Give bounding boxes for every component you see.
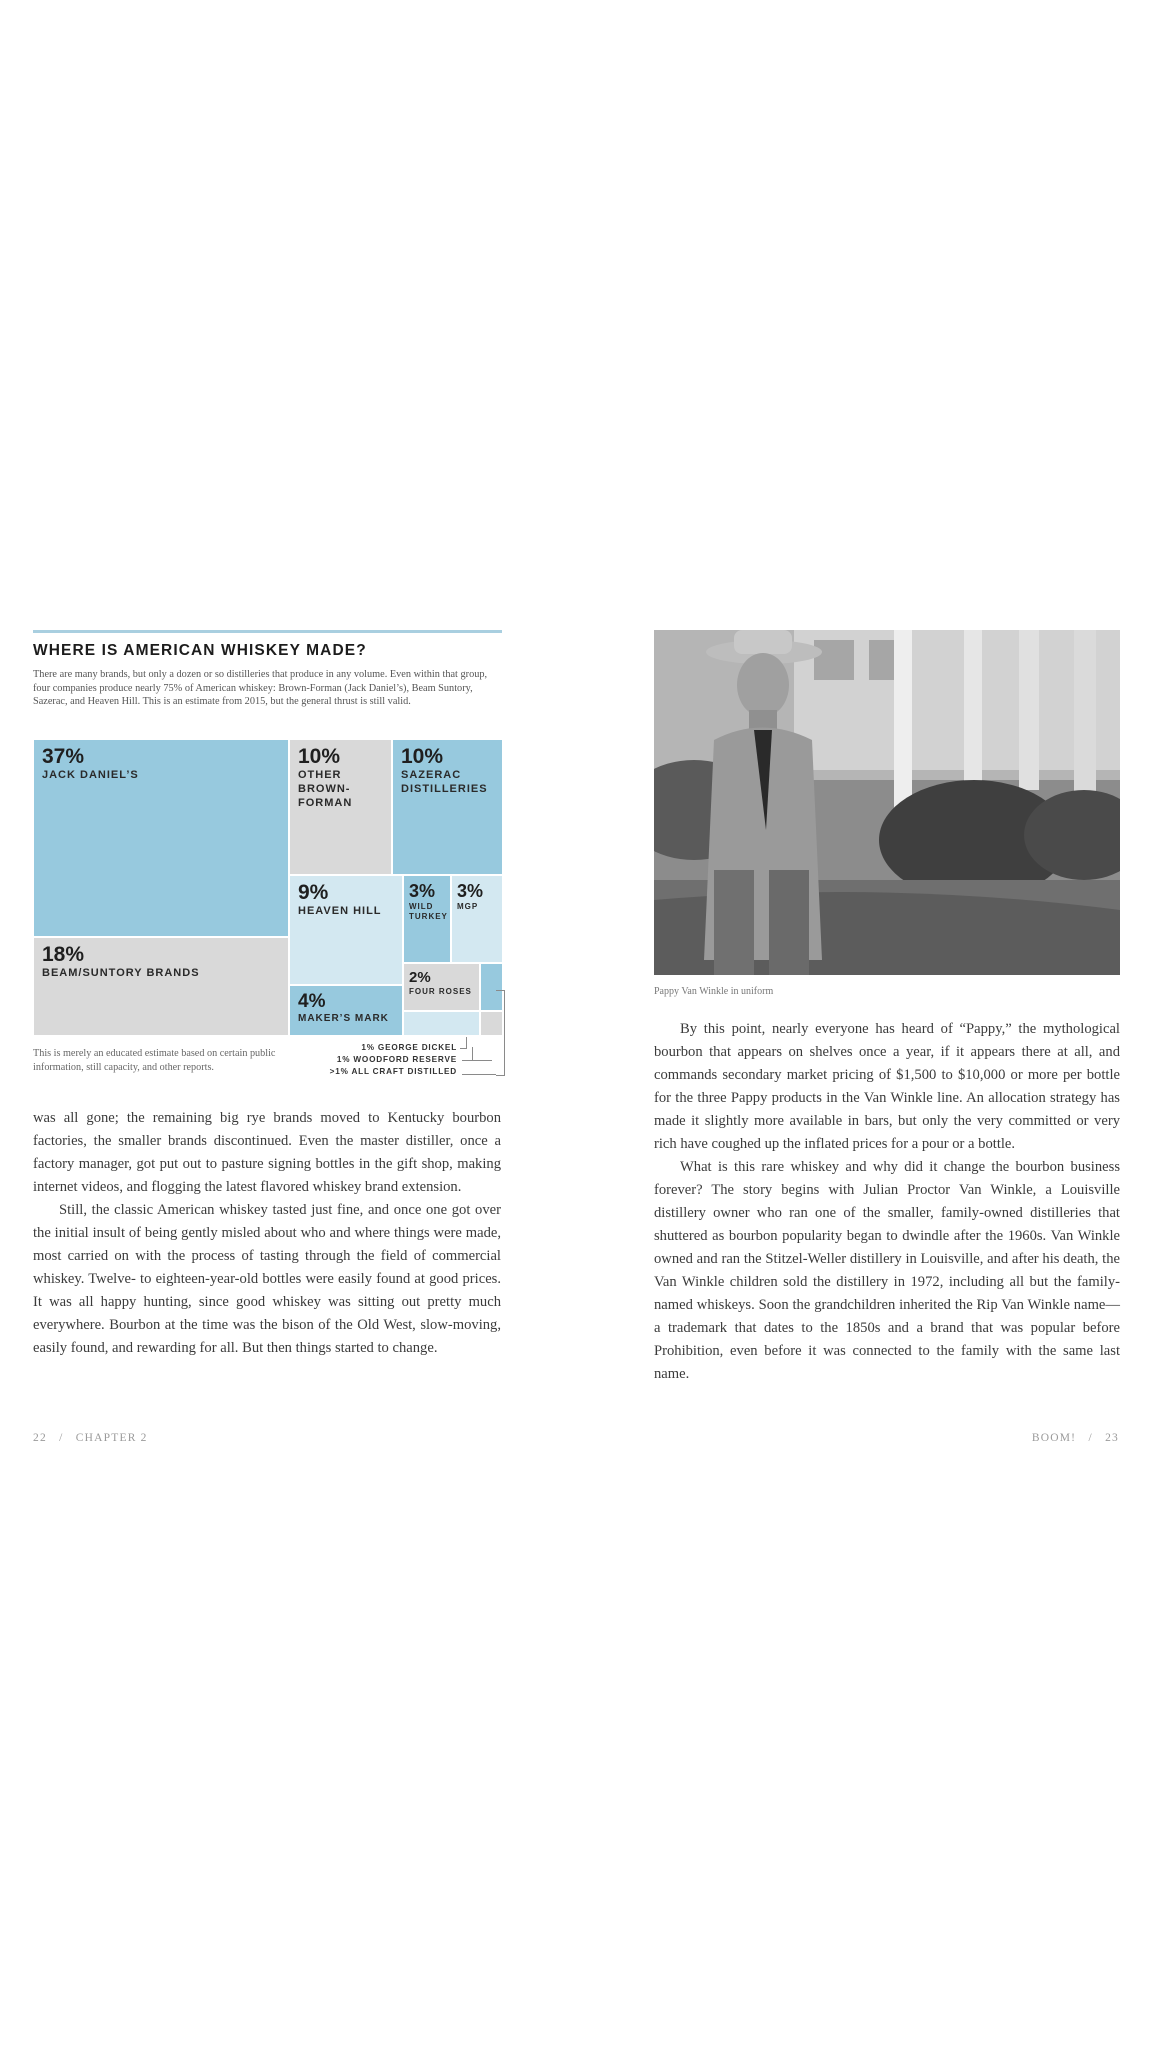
leader-line [466, 1047, 473, 1061]
chart-title: WHERE IS AMERICAN WHISKEY MADE? [33, 642, 367, 659]
cell-percent: 3% [457, 881, 484, 901]
chart-top-rule [33, 630, 502, 633]
cell-label: BEAM/SUNTORY BRANDS [42, 967, 200, 979]
treemap-small-cell [403, 1011, 480, 1036]
treemap-cell [403, 875, 451, 963]
cell-percent: 2% [409, 969, 431, 986]
treemap-cell [289, 875, 403, 985]
page-number: 23 [1105, 1432, 1119, 1444]
cell-percent: 3% [409, 881, 436, 901]
right-folio [1032, 1432, 1119, 1444]
photo-caption: Pappy Van Winkle in uniform [654, 986, 774, 997]
small-cell-label: >1% ALL CRAFT DISTILLED [329, 1067, 457, 1076]
cell-label: SAZERAC DISTILLERIES [401, 769, 488, 795]
leader-line [462, 1060, 492, 1061]
treemap-cell [403, 963, 480, 1011]
folio-separator: / [1088, 1432, 1093, 1444]
cell-label: MGP [457, 902, 479, 911]
chapter-label: BOOM! [1031, 1432, 1077, 1444]
cell-label: HEAVEN HILL [298, 905, 382, 917]
cell-percent: 9% [298, 881, 329, 904]
treemap-cell [289, 739, 392, 875]
treemap-cell [33, 739, 289, 937]
treemap-cell [289, 985, 403, 1036]
left-folio [33, 1432, 148, 1444]
chart-note: This is merely an educated estimate based on certain public information, still capacity, and other reports. [33, 1048, 276, 1073]
small-cell-label: 1% WOODFORD RESERVE [336, 1055, 457, 1064]
cell-percent: 4% [298, 991, 326, 1012]
cell-percent: 18% [42, 943, 85, 966]
body-paragraph: was all gone; the remaining big rye brands moved to Kentucky bourbon factories, the smaller brands discontinued. Even the master distiller, once a factory manager, got put out to pasture signing bottles in the gift shop, making internet videos, and flogging the latest flavored whiskey brand extension. [33, 1110, 501, 1195]
leader-line [496, 990, 505, 1076]
cell-percent: 37% [42, 745, 85, 768]
treemap-cell [451, 875, 503, 963]
cell-label: JACK DANIEL’S [42, 769, 139, 781]
cell-label: OTHER BROWN- FORMAN [298, 769, 353, 809]
body-paragraph: What is this rare whiskey and why did it change the bourbon business forever? The story begins with Julian Proctor Van Winkle, a Louisville distillery owner who ran one of the smaller, family-owned distilleries that shuttered as bourbon popularity began to dwindle after the 1960s. Van Winkle owned and ran the Stitzel-Weller distillery in Louisville, and after his death, the Van Winkle children sold the distillery in 1972, including all but the family-named whiskeys. Soon the grandchildren inherited the Rip Van Winkle name—a trademark that dates to the 1850s and a brand that was popular before Prohibition, even before it was connected to the family with the same last name. [654, 1159, 1120, 1382]
treemap-cell [392, 739, 503, 875]
folio-separator: / [59, 1432, 64, 1444]
cell-percent: 10% [401, 745, 444, 768]
right-body-text [654, 1018, 1120, 1386]
chart-intro: There are many brands, but only a dozen or so distilleries that produce in any volume. Even within that group, four companies produce nearly 75% of American whiskey: Brown-Forman (Jack Daniel’s), Beam Suntory, Sazerac, and Heaven Hill. This is an estimate from 2015, but the general thrust is still valid. [33, 669, 488, 707]
chapter-label: CHAPTER 2 [75, 1432, 148, 1444]
photo-illustration [654, 630, 1120, 975]
treemap-chart [33, 739, 503, 1036]
small-cell-label: 1% GEORGE DICKEL [361, 1043, 457, 1052]
body-paragraph: By this point, nearly everyone has heard of “Pappy,” the mythological bourbon that appears on shelves once a year, if it appears there at all, and commands secondary market pricing of $1,500 to $10,000 or more per bottle for the three Pappy products in the Van Winkle line. An allocation strategy has made it slightly more available in bars, but only the very committed or very rich have coughed up the inflated prices for a pour or a bottle. [654, 1021, 1120, 1152]
page-number: 22 [33, 1432, 47, 1444]
body-paragraph: Still, the classic American whiskey tasted just fine, and once one got over the initial insult of being gently misled about who and where things were made, most carried on with the process of tasting through the field of commercial whiskey. Twelve- to eighteen-year-old bottles were easily found at good prices. It was all happy hunting, since good whiskey was sitting out pretty much everywhere. Bourbon at the time was the bison of the Old West, slow-moving, easily found, and rewarding for all. But then things started to change. [33, 1202, 501, 1356]
cell-percent: 10% [298, 745, 341, 768]
treemap-cell [33, 937, 289, 1036]
cell-label: FOUR ROSES [409, 987, 472, 996]
cell-label: WILD TURKEY [409, 902, 448, 921]
leader-line [462, 1074, 496, 1075]
left-body-text [33, 1107, 501, 1360]
portrait-photo [654, 630, 1120, 975]
cell-label: MAKER’S MARK [298, 1013, 389, 1024]
